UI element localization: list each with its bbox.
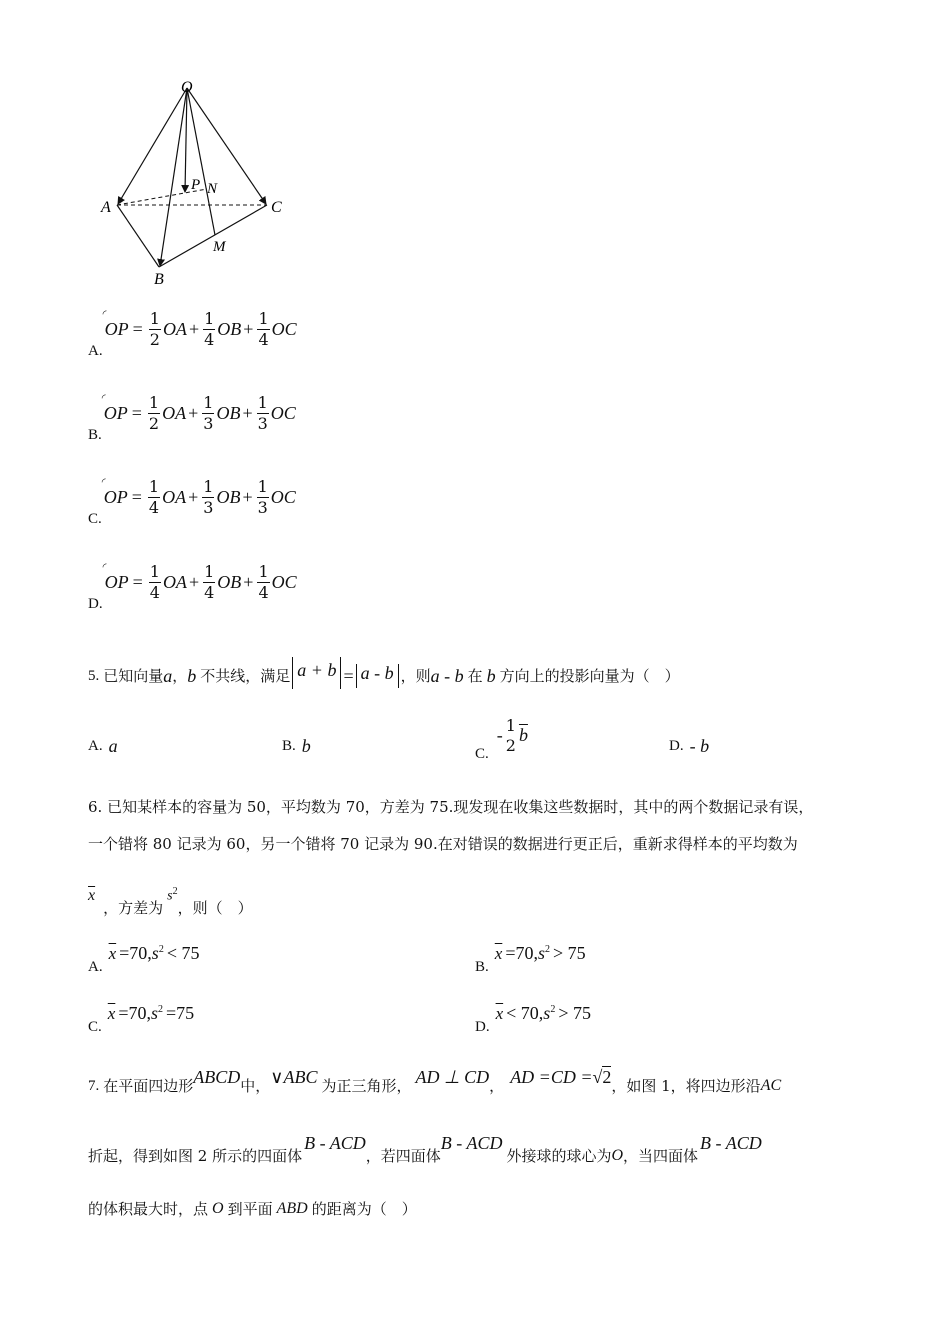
coef-3: $\frac{1}{4}$ bbox=[258, 309, 269, 349]
q5-option-a-value: a bbox=[108, 736, 118, 756]
q5-option-d-label: D. bbox=[669, 738, 684, 754]
variance-relation: < 75 bbox=[166, 943, 200, 963]
q7-line-1 bbox=[88, 1066, 781, 1094]
q4-option[interactable] bbox=[88, 477, 296, 530]
q5-stem bbox=[88, 660, 680, 686]
label-M: M bbox=[213, 239, 226, 255]
q4-option-formula bbox=[102, 562, 297, 602]
q5-option-c-fraction bbox=[505, 715, 517, 755]
tetrahedron-figure bbox=[95, 72, 305, 292]
q7-l3-text-3: 的距离为（ ） bbox=[311, 1199, 417, 1218]
mean-relation: =70, bbox=[119, 943, 152, 963]
q7-triangle: ∨ bbox=[270, 1067, 284, 1087]
q7-text-3: 为正三角形， bbox=[321, 1077, 412, 1095]
vec-ob: OB bbox=[217, 319, 242, 339]
q7-abd: ABD bbox=[276, 1200, 308, 1217]
q5-a-minus-b: a - b bbox=[430, 666, 464, 686]
q5-option-d-value: - b bbox=[689, 736, 710, 756]
q5-eq: = bbox=[343, 666, 354, 686]
vec-oa: OA bbox=[162, 319, 187, 339]
q4-option[interactable] bbox=[88, 562, 297, 615]
q4-option[interactable] bbox=[88, 309, 297, 362]
q7-line-3 bbox=[88, 1201, 417, 1217]
q5-text-1: 已知向量 bbox=[103, 666, 164, 685]
q5-text-5: 方向上的投影向量为（ ） bbox=[499, 666, 680, 685]
q6-option[interactable] bbox=[88, 1004, 194, 1036]
plus-sign: + bbox=[243, 572, 254, 592]
q4-option[interactable] bbox=[88, 393, 296, 446]
coef-1: $\frac{1}{4}$ bbox=[148, 477, 160, 517]
coef-3: $\frac{1}{3}$ bbox=[257, 477, 268, 517]
q5-vec-a: a bbox=[163, 666, 173, 686]
label-P: P bbox=[191, 177, 201, 193]
coef-3: $\frac{1}{3}$ bbox=[257, 393, 268, 433]
q7-l2-text-1: 折起，得到如图 2 所示的四面体 bbox=[88, 1147, 303, 1165]
edge-AB bbox=[117, 205, 159, 267]
eq-sign: = bbox=[132, 572, 143, 592]
q5-option-a[interactable] bbox=[88, 736, 118, 757]
vec-oc: OC bbox=[271, 572, 297, 592]
q5-number: 5. bbox=[88, 667, 100, 684]
q6-line-2: 一个错将 80 记录为 60，另一个错将 70 记录为 90.在对错误的数据进行更正后，重新求得样本的平均数为 bbox=[88, 835, 798, 853]
q4-option-formula bbox=[101, 393, 296, 433]
vec-oa: OA bbox=[162, 487, 187, 507]
q5-option-b[interactable] bbox=[282, 736, 311, 757]
variance-symbol: $s^2$ bbox=[537, 943, 550, 963]
q5-abs-diff: a - b bbox=[356, 664, 399, 688]
coef-2: $\frac{1}{4}$ bbox=[204, 562, 215, 602]
variance-relation: =75 bbox=[165, 1003, 195, 1023]
coef-2: $\frac{1}{3}$ bbox=[203, 393, 214, 433]
q5-option-b-label: B. bbox=[282, 738, 296, 754]
q7-text-1: 在平面四边形 bbox=[103, 1077, 194, 1095]
coef-3: $\frac{1}{4}$ bbox=[258, 562, 269, 602]
q5-option-c-label: C. bbox=[475, 746, 489, 762]
mean-relation: < 70, bbox=[506, 1003, 544, 1023]
mean-symbol: $\overline{x}$ bbox=[494, 943, 503, 963]
coef-1: $\frac{1}{2}$ bbox=[148, 393, 160, 433]
variance-relation: > 75 bbox=[552, 943, 586, 963]
mean-symbol: $\overline{x}$ bbox=[108, 943, 117, 963]
q5-text-2: 不共线，满足 bbox=[200, 666, 291, 685]
vec-oc: OC bbox=[270, 487, 296, 507]
vec-ob: OB bbox=[216, 403, 241, 423]
q7-o-2: O bbox=[212, 1200, 224, 1217]
q7-l2-text-3: 外接球的球心为 bbox=[506, 1147, 612, 1165]
q5-option-c-num: 1 bbox=[505, 715, 516, 735]
vec-op: ◜ OP bbox=[102, 562, 129, 592]
mean-relation: =70, bbox=[118, 1003, 151, 1023]
q7-text-5: ，如图 1，将四边形沿 bbox=[611, 1077, 761, 1095]
q7-number: 7. bbox=[88, 1078, 100, 1094]
vec-op: ◜ OP bbox=[101, 393, 128, 423]
eq-sign: = bbox=[131, 403, 142, 423]
q6-option-formula bbox=[496, 1003, 591, 1024]
q5-abs-sum: a + b bbox=[292, 657, 341, 689]
eq-sign: = bbox=[132, 319, 143, 339]
q6-line-3 bbox=[88, 886, 253, 916]
q4-option-label: A. bbox=[88, 343, 103, 359]
coef-1: $\frac{1}{4}$ bbox=[149, 562, 160, 602]
coef-2: $\frac{1}{4}$ bbox=[204, 309, 215, 349]
eq-sign: = bbox=[131, 487, 142, 507]
coef-2: $\frac{1}{3}$ bbox=[203, 477, 214, 517]
edge-OB bbox=[160, 88, 187, 266]
q6-text-1: ，方差为 bbox=[103, 899, 164, 917]
plus-sign: + bbox=[243, 319, 254, 339]
q6-option[interactable] bbox=[88, 944, 199, 976]
label-N: N bbox=[207, 181, 218, 197]
label-A: A bbox=[101, 199, 111, 216]
q7-tetra-3: B - ACD bbox=[700, 1133, 762, 1153]
q5-vec-b-2: b bbox=[486, 666, 496, 686]
q6-option[interactable] bbox=[475, 944, 586, 976]
q5-text-3: ，则 bbox=[400, 666, 431, 685]
q6-text-2: ，则（ ） bbox=[177, 899, 253, 917]
q7-l3-text-2: 到平面 bbox=[227, 1199, 273, 1218]
mean-relation: =70, bbox=[505, 943, 538, 963]
q4-option-label: D. bbox=[88, 596, 103, 612]
plus-sign: + bbox=[188, 319, 200, 339]
q7-l3-text-1: 的体积最大时，点 bbox=[88, 1199, 209, 1218]
label-C: C bbox=[271, 199, 282, 216]
q5-option-c[interactable] bbox=[475, 708, 528, 763]
edge-OM bbox=[187, 88, 215, 235]
q7-equal-sides: AD =CD = bbox=[510, 1067, 593, 1087]
vec-oa: OA bbox=[162, 403, 187, 423]
coef-1: $\frac{1}{2}$ bbox=[149, 309, 160, 349]
variance-symbol: $s^2$ bbox=[150, 1003, 163, 1023]
mean-symbol: $\overline{x}$ bbox=[495, 1003, 504, 1023]
q4-option-label: C. bbox=[88, 511, 102, 527]
vec-op: ◜ OP bbox=[102, 309, 129, 339]
q5-vec-b: b bbox=[187, 666, 197, 686]
q5-option-a-label: A. bbox=[88, 738, 103, 754]
q5-text-4: 在 bbox=[467, 666, 483, 685]
q7-text-2: 中， bbox=[240, 1077, 271, 1095]
q7-abc: ABC bbox=[283, 1067, 318, 1087]
label-O: O bbox=[181, 79, 193, 96]
q5-option-c-minus: - bbox=[496, 725, 503, 745]
edge-OA bbox=[118, 88, 187, 204]
q6-option-label: B. bbox=[475, 959, 489, 975]
plus-sign: + bbox=[242, 403, 253, 423]
vec-oc: OC bbox=[270, 403, 296, 423]
q7-text-4: ， bbox=[489, 1077, 505, 1095]
q5-option-d[interactable] bbox=[669, 736, 709, 757]
vec-ob: OB bbox=[216, 487, 241, 507]
q6-s-exp: 2 bbox=[172, 886, 178, 898]
q4-option-formula bbox=[102, 309, 297, 349]
label-B: B bbox=[154, 271, 164, 288]
q5-option-c-value: $\overline{b}$ bbox=[518, 725, 528, 745]
q6-line-1: 6. 已知某样本的容量为 50，平均数为 70，方差为 75.现发现在收集这些数据时，其中的两个数据记录有误， bbox=[88, 798, 814, 816]
q7-sqrt: √2 bbox=[592, 1067, 612, 1087]
q6-option-label: A. bbox=[88, 959, 103, 975]
q5-option-c-den: 2 bbox=[505, 735, 516, 755]
q6-option-formula bbox=[495, 943, 586, 964]
q7-l2-text-4: ，当四面体 bbox=[623, 1147, 699, 1165]
q4-option-formula bbox=[101, 477, 296, 517]
q7-tetra-2: B - ACD bbox=[440, 1133, 503, 1153]
vec-oa: OA bbox=[162, 572, 187, 592]
variance-relation: > 75 bbox=[558, 1003, 591, 1023]
mean-symbol: $\overline{x}$ bbox=[107, 1003, 116, 1023]
vec-ob: OB bbox=[217, 572, 242, 592]
q7-l2-text-2: ，若四面体 bbox=[365, 1147, 441, 1165]
q7-sqrt-value: 2 bbox=[602, 1067, 612, 1087]
q7-tetra-1: B - ACD bbox=[304, 1133, 366, 1153]
variance-symbol: $s^2$ bbox=[151, 943, 164, 963]
q7-o: O bbox=[611, 1147, 624, 1164]
q4-option-label: B. bbox=[88, 427, 102, 443]
q6-option-formula bbox=[108, 1003, 194, 1024]
q6-option[interactable] bbox=[475, 1004, 591, 1036]
q7-abcd: ABCD bbox=[193, 1067, 241, 1087]
q7-perp: AD ⊥ CD bbox=[415, 1067, 490, 1087]
q7-line-2 bbox=[88, 1133, 762, 1165]
q5-comma: ， bbox=[172, 666, 188, 685]
vec-op: ◜ OP bbox=[101, 477, 128, 507]
variance-symbol: $s^2$ bbox=[543, 1003, 556, 1023]
q6-option-label: D. bbox=[475, 1019, 490, 1035]
edge-OP bbox=[185, 88, 187, 192]
edge-BC bbox=[159, 205, 267, 267]
q6-variance-symbol bbox=[167, 887, 177, 904]
q5-option-b-value: b bbox=[301, 736, 311, 756]
q6-option-label: C. bbox=[88, 1019, 102, 1035]
vec-oc: OC bbox=[271, 319, 297, 339]
q6-s: s bbox=[167, 889, 173, 904]
plus-sign: + bbox=[188, 403, 199, 423]
plus-sign: + bbox=[188, 487, 199, 507]
q6-mean-symbol: $\overline{x}$ bbox=[88, 887, 96, 904]
q6-option-formula bbox=[109, 943, 200, 964]
q7-ac: AC bbox=[760, 1077, 782, 1094]
plus-sign: + bbox=[242, 487, 253, 507]
plus-sign: + bbox=[188, 572, 200, 592]
